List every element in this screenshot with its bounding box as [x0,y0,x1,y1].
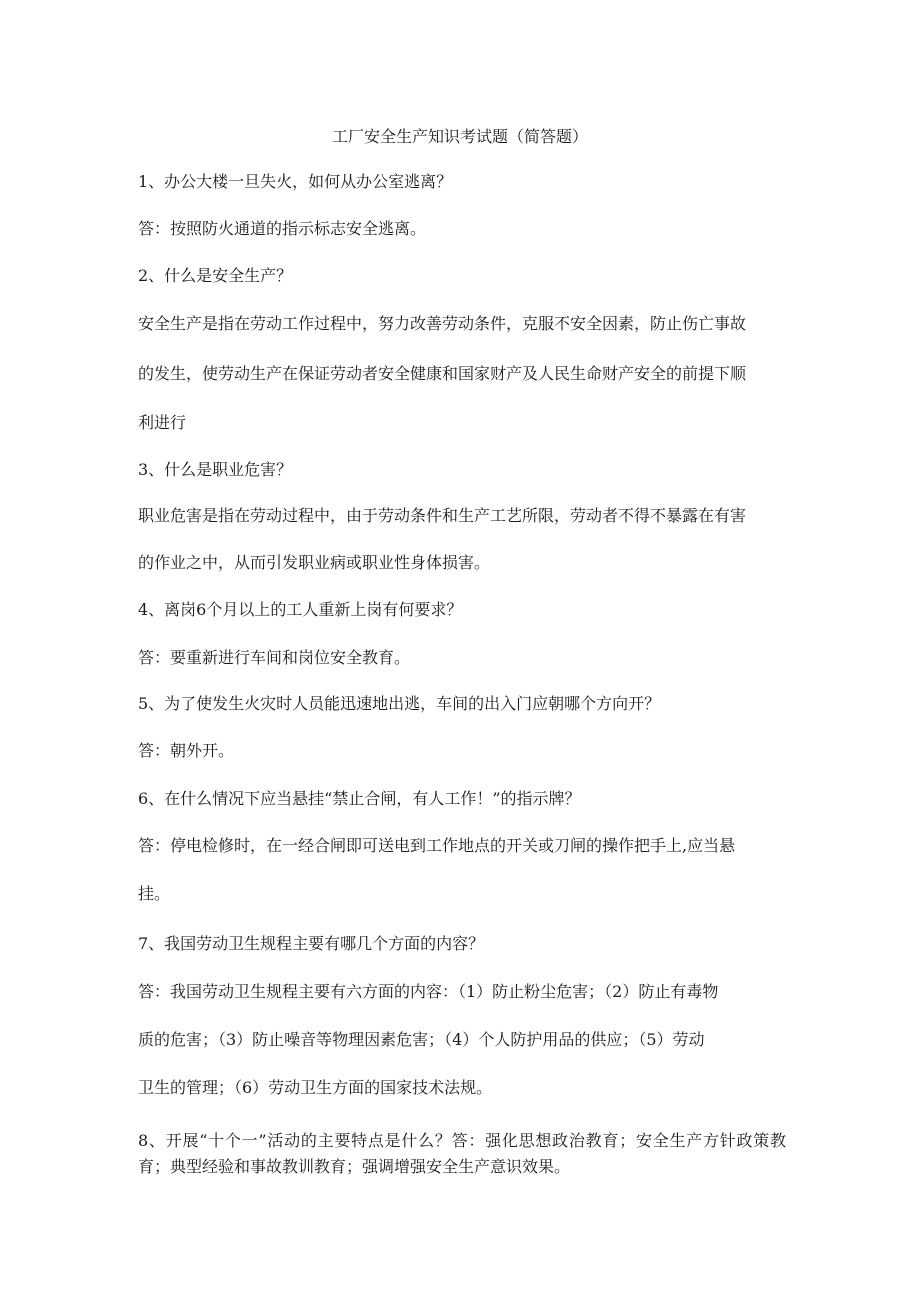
answer-3-line-1: 职业危害是指在劳动过程中，由于劳动条件和生产工艺所限，劳动者不得不暴露在有害 [138,506,747,525]
question-5: 5、为了使发生火灾时人员能迅速地出逃，车间的出入门应朝哪个方向开？ [138,694,661,713]
answer-1: 答：按照防火通道的指示标志安全逃离。 [138,219,427,238]
document-title: 工厂安全生产知识考试题（简答题） [331,127,588,146]
question-3: 3、什么是职业危害？ [138,460,293,479]
question-6: 6、在什么情况下应当悬挂“禁止合闸，有人工作！”的指示牌？ [138,789,581,808]
answer-6-line-2: 挂。 [138,884,171,903]
answer-4: 答：要重新进行车间和岗位安全教育。 [138,648,411,667]
question-2: 2、什么是安全生产？ [138,266,293,285]
question-7: 7、我国劳动卫生规程主要有哪几个方面的内容？ [138,934,485,953]
answer-7-line-1: 答：我国劳动卫生规程主要有六方面的内容：（1）防止粉尘危害；（2）防止有毒物 [138,982,719,1001]
answer-7-line-3: 卫生的管理；（6）劳动卫生方面的国家技术法规。 [138,1078,493,1097]
answer-7-line-2: 质的危害；（3）防止噪音等物理因素危害；（4）个人防护用品的供应；（5）劳动 [138,1030,705,1049]
answer-2-line-1: 安全生产是指在劳动工作过程中，努力改善劳动条件，克服不安全因素，防止伤亡事故 [138,314,747,333]
answer-2-line-2: 的发生，使劳动生产在保证劳动者安全健康和国家财产及人民生命财产安全的前提下顺 [138,364,747,383]
question-4: 4、离岗6个月以上的工人重新上岗有何要求？ [138,600,463,619]
question-1: 1、办公大楼一旦失火，如何从办公室逃离？ [138,172,453,191]
answer-3-line-2: 的作业之中，从而引发职业病或职业性身体损害。 [138,553,491,572]
answer-6-line-1: 答：停电检修时，在一经合闸即可送电到工作地点的开关或刀闸的操作把手上,应当悬 [138,836,736,855]
question-answer-8: 8、开展“十个一”活动的主要特点是什么？答：强化思想政治教育；安全生产方针政策教育；典型经验和事故教训教育；强调增强安全生产意识效果。 [138,1131,786,1176]
answer-5: 答：朝外开。 [138,741,235,760]
answer-2-line-3: 利进行 [138,413,187,432]
